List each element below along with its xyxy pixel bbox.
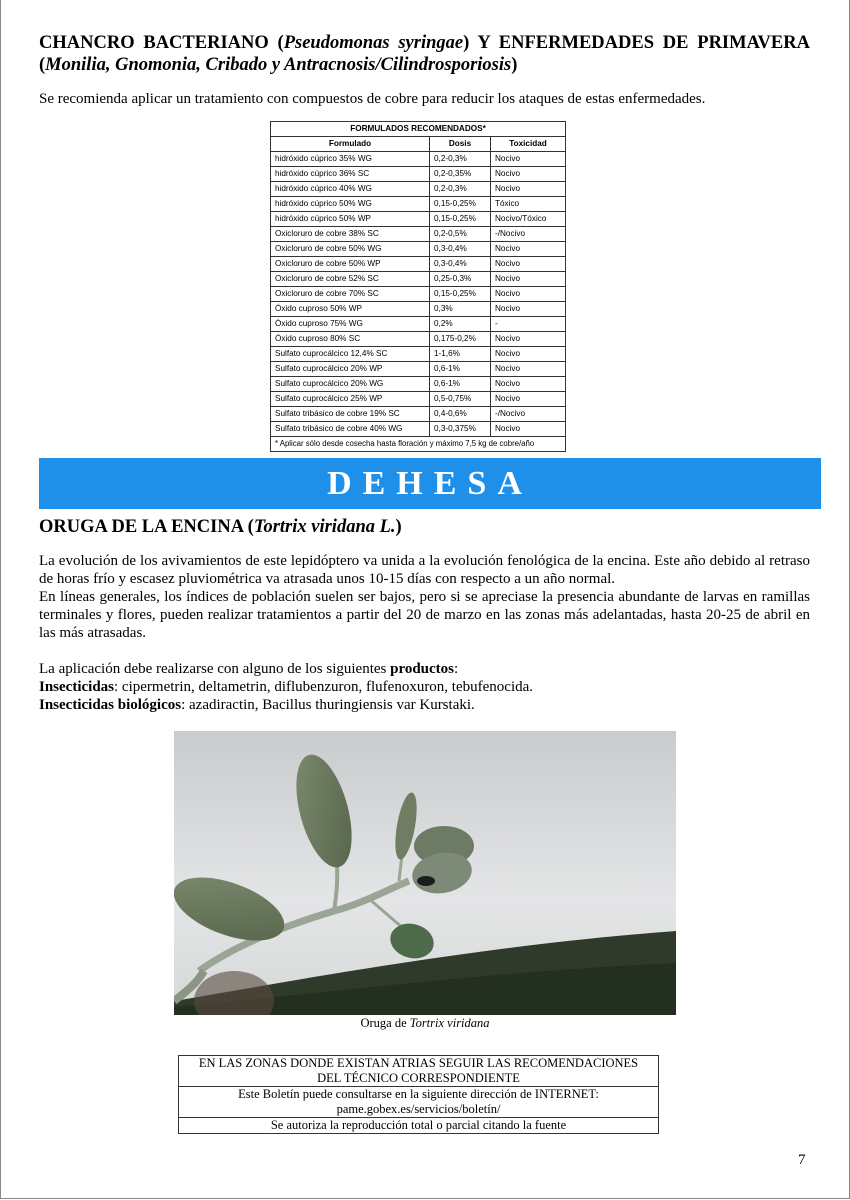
table-row	[271, 422, 566, 437]
toxicidad-cell: Nocivo	[491, 167, 566, 182]
formulado-cell: hidróxido cúprico 36% SC	[271, 167, 430, 182]
dosis-cell: 0,3-0,4%	[430, 257, 491, 272]
formulados-table	[270, 121, 566, 452]
toxicidad-cell: Nocivo	[491, 272, 566, 287]
intro-text: Se recomienda aplicar un tratamiento con compuestos de cobre para reducir los ataques de estas enfermedades.	[39, 91, 706, 107]
toxicidad-cell: Nocivo	[491, 242, 566, 257]
dosis-cell: 0,15-0,25%	[430, 212, 491, 227]
photo-caption: Oruga de Tortrix viridana	[360, 1016, 490, 1030]
toxicidad-cell: Tóxico	[491, 197, 566, 212]
formulado-cell: Sulfato cuprocálcico 20% WP	[271, 362, 430, 377]
dosis-cell: 0,3%	[430, 302, 491, 317]
dosis-cell: 1-1,6%	[430, 347, 491, 362]
formulado-cell: hidróxido cúprico 35% WG	[271, 152, 430, 167]
toxicidad-cell: Nocivo	[491, 332, 566, 347]
toxicidad-cell: -/Nocivo	[491, 227, 566, 242]
footer-reproduction: Se autoriza la reproducción total o parcial citando la fuente	[179, 1118, 659, 1134]
dosis-cell: 0,6-1%	[430, 362, 491, 377]
toxicidad-cell: Nocivo	[491, 152, 566, 167]
table-row	[271, 407, 566, 422]
photo-illustration	[174, 731, 676, 1015]
dosis-cell: 0,25-0,3%	[430, 272, 491, 287]
footer-notice-box	[178, 1055, 659, 1134]
table-row	[271, 332, 566, 347]
column-header-formulado: Formulado	[271, 137, 430, 152]
products-intro-line: La aplicación debe realizarse con alguno de los siguientes productos:	[39, 661, 459, 677]
table-row	[271, 392, 566, 407]
table-row	[271, 272, 566, 287]
formulado-cell: Sulfato tribásico de cobre 19% SC	[271, 407, 430, 422]
dosis-cell: 0,4-0,6%	[430, 407, 491, 422]
table-row	[271, 362, 566, 377]
column-header-toxicidad: Toxicidad	[491, 137, 566, 152]
oruga-photo	[174, 731, 676, 1015]
footer-internet: Este Boletín puede consultarse en la siguiente dirección de INTERNET: pame.gobex.es/servicios/boletín/	[179, 1087, 659, 1118]
dosis-cell: 0,3-0,4%	[430, 242, 491, 257]
formulado-cell: Oxicloruro de cobre 50% WP	[271, 257, 430, 272]
dosis-cell: 0,5-0,75%	[430, 392, 491, 407]
dosis-cell: 0,2%	[430, 317, 491, 332]
table-row	[271, 152, 566, 167]
toxicidad-cell: -/Nocivo	[491, 407, 566, 422]
formulado-cell: hidróxido cúprico 40% WG	[271, 182, 430, 197]
toxicidad-cell: -	[491, 317, 566, 332]
toxicidad-cell: Nocivo	[491, 257, 566, 272]
formulado-cell: Sulfato cuprocálcico 20% WG	[271, 377, 430, 392]
formulado-cell: Sulfato cuprocálcico 12,4% SC	[271, 347, 430, 362]
formulado-cell: hidróxido cúprico 50% WG	[271, 197, 430, 212]
table-row	[271, 302, 566, 317]
table-row	[271, 167, 566, 182]
toxicidad-cell: Nocivo	[491, 302, 566, 317]
dehesa-banner: DEHESA	[39, 458, 821, 509]
dosis-cell: 0,2-0,5%	[430, 227, 491, 242]
toxicidad-cell: Nocivo	[491, 392, 566, 407]
page-number: 7	[798, 1152, 806, 1168]
paragraph-poblacion: En líneas generales, los índices de población suelen ser bajos, pero si se apreciase la presencia abundante de larvas en ramillas terminales y flores, pueden realizar tratamientos a partir del 20 de marzo en las zonas más adelantadas, hasta 20-25 de abril en las más atrasadas.	[39, 589, 810, 641]
column-header-dosis: Dosis	[430, 137, 491, 152]
formulado-cell: Oxicloruro de cobre 52% SC	[271, 272, 430, 287]
table-row	[271, 182, 566, 197]
formulado-cell: Sulfato tribásico de cobre 40% WG	[271, 422, 430, 437]
toxicidad-cell: Nocivo	[491, 287, 566, 302]
insecticidas-line: Insecticidas: cipermetrin, deltametrin, diflubenzuron, flufenoxuron, tebufenocida.	[39, 679, 534, 695]
table-row	[271, 287, 566, 302]
table-row	[271, 317, 566, 332]
table-row	[271, 212, 566, 227]
toxicidad-cell: Nocivo	[491, 362, 566, 377]
table-row	[271, 242, 566, 257]
toxicidad-cell: Nocivo/Tóxico	[491, 212, 566, 227]
products-list	[39, 660, 819, 714]
dosis-cell: 0,15-0,25%	[430, 287, 491, 302]
toxicidad-cell: Nocivo	[491, 377, 566, 392]
dosis-cell: 0,6-1%	[430, 377, 491, 392]
dosis-cell: 0,3-0,375%	[430, 422, 491, 437]
table-row	[271, 257, 566, 272]
toxicidad-cell: Nocivo	[491, 422, 566, 437]
formulado-cell: Oxicloruro de cobre 38% SC	[271, 227, 430, 242]
formulado-cell: Oxicloruro de cobre 70% SC	[271, 287, 430, 302]
footer-recommendation: EN LAS ZONAS DONDE EXISTAN ATRIAS SEGUIR LAS RECOMENDACIONES DEL TÉCNICO CORRESPONDIENTE	[179, 1056, 659, 1087]
formulado-cell: Sulfato cuprocálcico 25% WP	[271, 392, 430, 407]
table-row	[271, 377, 566, 392]
toxicidad-cell: Nocivo	[491, 347, 566, 362]
table-row	[271, 227, 566, 242]
table-note: * Aplicar sólo desde cosecha hasta floración y máximo 7,5 kg de cobre/año	[271, 437, 566, 452]
formulado-cell: Óxido cuproso 75% WG	[271, 317, 430, 332]
formulado-cell: Óxido cuproso 50% WP	[271, 302, 430, 317]
dosis-cell: 0,175-0,2%	[430, 332, 491, 347]
insecticidas-biologicos-line: Insecticidas biológicos: azadiractin, Bacillus thuringiensis var Kurstaki.	[39, 697, 475, 713]
formulado-cell: Oxicloruro de cobre 50% WG	[271, 242, 430, 257]
section-title-chancro: CHANCRO BACTERIANO (Pseudomonas syringae) Y ENFERMEDADES DE PRIMAVERA (Monilia, Gnomonia, Cribado y Antracnosis/Cilindrosporiosis)	[39, 33, 810, 75]
dosis-cell: 0,15-0,25%	[430, 197, 491, 212]
paragraph-evolucion: La evolución de los avivamientos de este lepidóptero va unida a la evolución fenológica de la encina. Este año debido al retraso de horas frío y escasez pluviométrica va atrasada unos 10-15 días con respecto a un año normal.	[39, 553, 810, 587]
formulado-cell: hidróxido cúprico 50% WP	[271, 212, 430, 227]
table-row	[271, 197, 566, 212]
dosis-cell: 0,2-0,3%	[430, 152, 491, 167]
dosis-cell: 0,2-0,3%	[430, 182, 491, 197]
table-row	[271, 347, 566, 362]
formulado-cell: Óxido cuproso 80% SC	[271, 332, 430, 347]
table-title: FORMULADOS RECOMENDADOS*	[271, 122, 566, 137]
toxicidad-cell: Nocivo	[491, 182, 566, 197]
section-title-oruga: ORUGA DE LA ENCINA (Tortrix viridana L.)	[39, 517, 402, 537]
dosis-cell: 0,2-0,35%	[430, 167, 491, 182]
